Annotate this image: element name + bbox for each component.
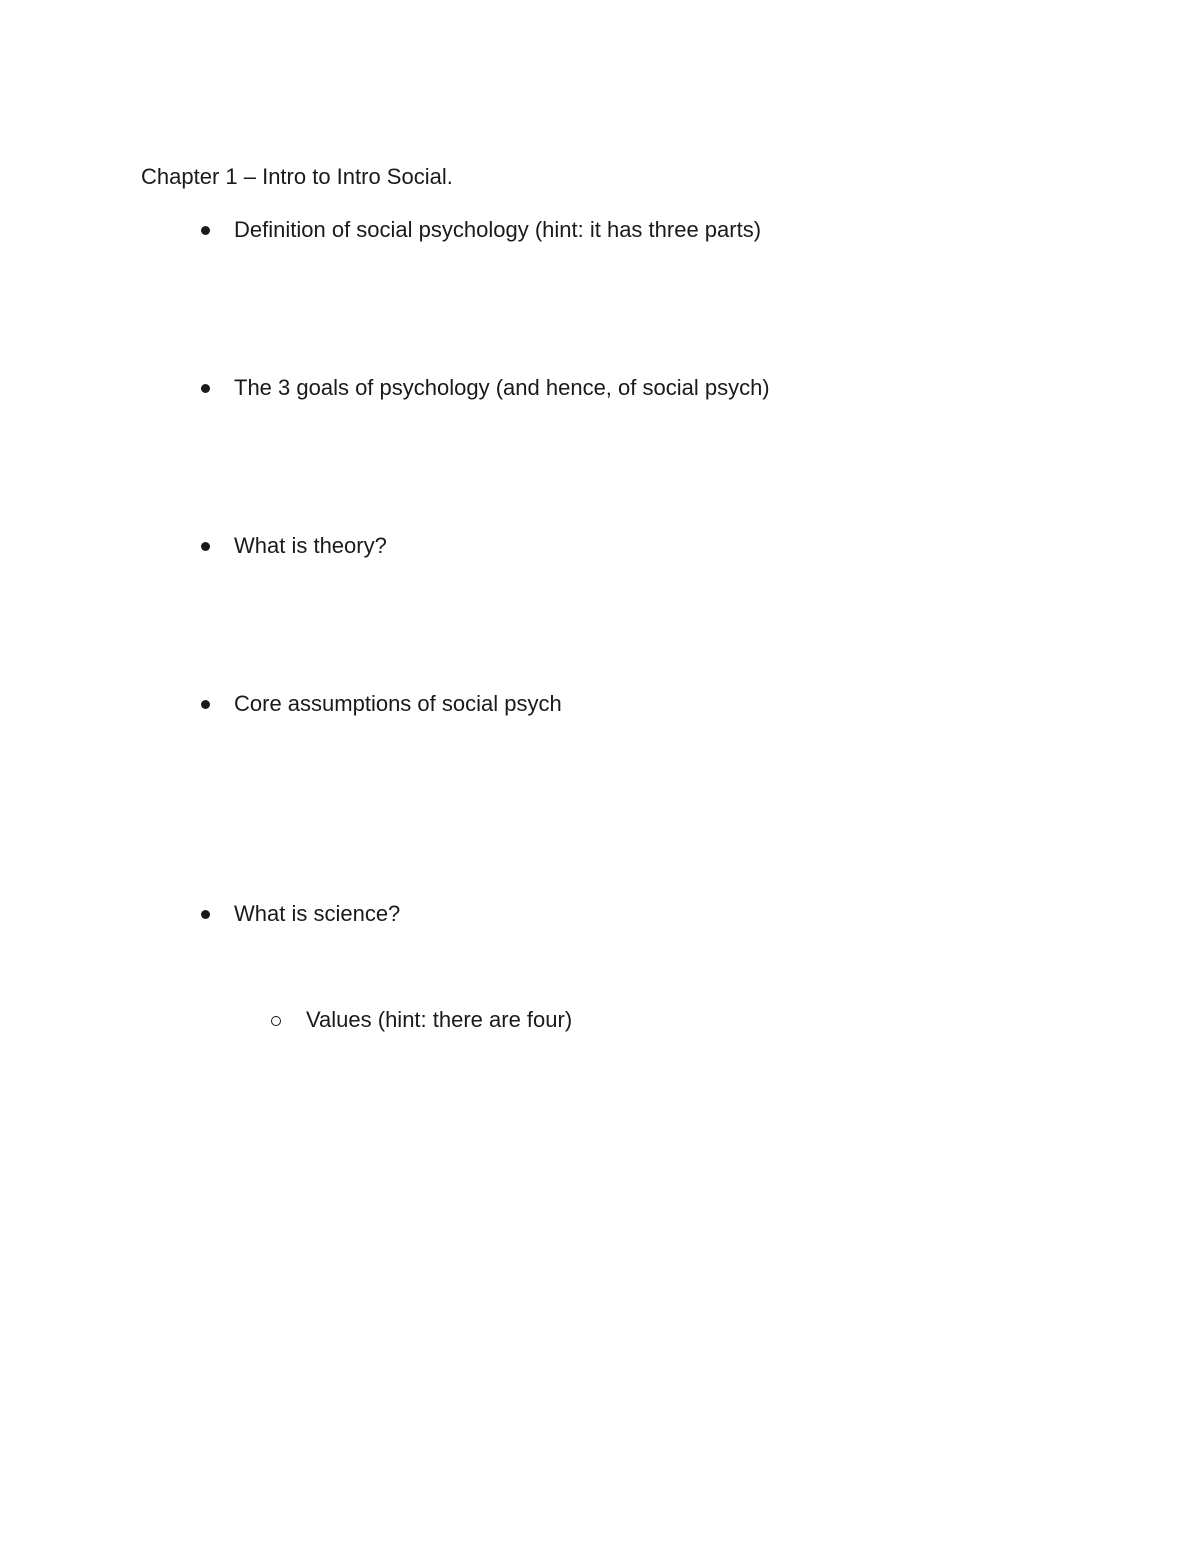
bullet-icon	[201, 542, 210, 551]
chapter-title: Chapter 1 – Intro to Intro Social.	[141, 164, 453, 189]
list-item-text: The 3 goals of psychology (and hence, of social psych)	[234, 375, 770, 400]
list-item-text: Core assumptions of social psych	[234, 691, 562, 716]
bullet-icon	[201, 910, 210, 919]
list-item-text: What is theory?	[234, 533, 387, 558]
list-item-text: Definition of social psychology (hint: it has three parts)	[234, 217, 762, 242]
bullet-icon	[201, 226, 210, 235]
bullet-icon	[201, 700, 210, 709]
bullet-icon	[201, 384, 210, 393]
hollow-bullet-icon	[271, 1016, 281, 1026]
sub-list-item-text: Values (hint: there are four)	[306, 1007, 573, 1032]
list-item-text: What is science?	[234, 901, 401, 926]
